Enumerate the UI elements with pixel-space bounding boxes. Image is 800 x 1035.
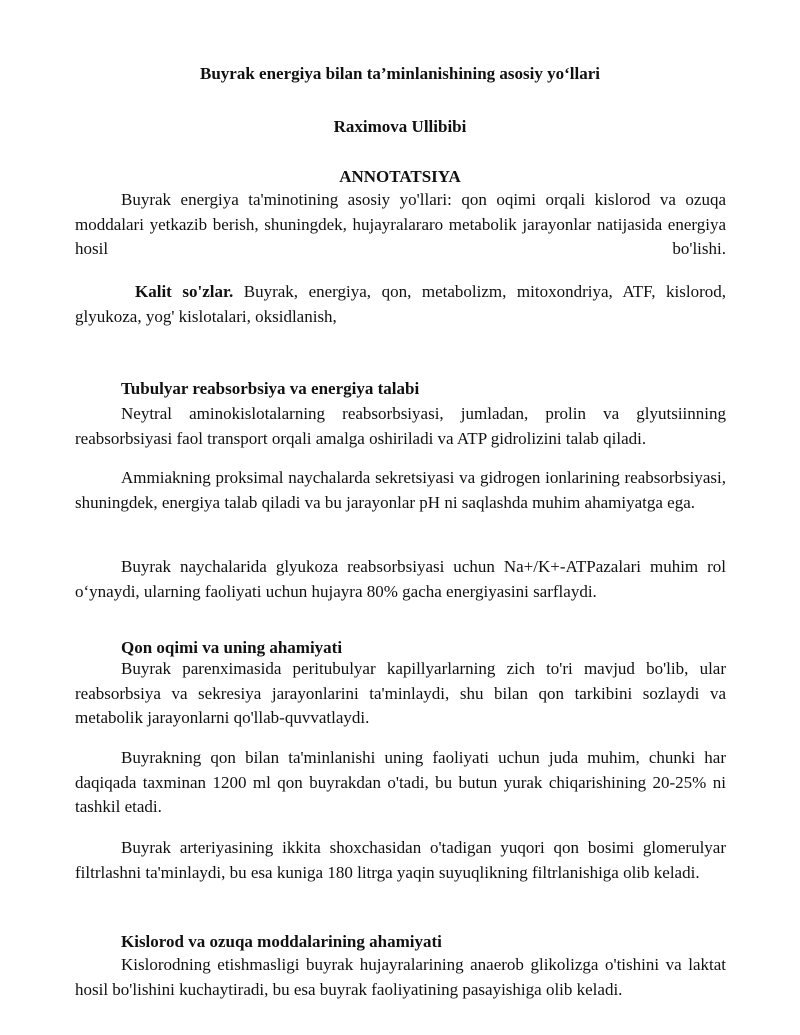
- section-heading: Kislorod va ozuqa moddalarining ahamiyati: [121, 932, 442, 951]
- keywords-paragraph: [75, 280, 726, 329]
- section-heading: Qon oqimi va uning ahamiyati: [121, 638, 343, 657]
- section-paragraph: Kislorodning etishmasligi buyrak hujayralarining anaerob glikolizga o'tishini va laktat hosil bo'lishini kuchaytiradi, bu esa buyrak faoliyatining pasayishiga olib keladi.: [75, 955, 726, 999]
- abstract-text: Buyrak energiya ta'minotining asosiy yo'llari: qon oqimi orqali kislorod va ozuqa moddalari yetkazib berish, shuningdek, hujayralararo metabolik jarayonlar natijasida energiya hosil bo'lishi.: [75, 190, 726, 258]
- abstract-heading: ANNOTATSIYA: [339, 167, 461, 186]
- section-paragraph: Buyrakning qon bilan ta'minlanishi uning faoliyati uchun juda muhim, chunki har daqiqada taxminan 1200 ml qon buyrakdan o'tadi, bu butun yurak chiqarishining 20-25% ni tashkil etadi.: [75, 748, 726, 816]
- section-paragraph: Buyrak parenximasida peritubulyar kapillyarlarning zich to'ri mavjud bo'lib, ular reabsorbsiya va sekresiya jarayonlarini ta'minlaydi, shu bilan qon tarkibini sozlaydi va metabolik jarayonlarni qo'llab-quvvatlaydi.: [75, 659, 726, 727]
- paper-title: Buyrak energiya bilan ta’minlanishining asosiy yo‘llari: [199, 64, 601, 83]
- section-paragraph: Buyrak naychalarida glyukoza reabsorbsiyasi uchun Na+/K+-ATPazalari muhim rol o‘ynaydi, ularning faoliyati uchun hujayra 80% gacha energiyasini sarflaydi.: [75, 557, 726, 601]
- keywords-label: Kalit so'zlar.: [135, 282, 234, 301]
- section-paragraph: Buyrak arteriyasining ikkita shoxchasidan o'tadigan yuqori qon bosimi glomerulyar filtrlashni ta'minlaydi, bu esa kuniga 180 litrga yaqin suyuqlikning filtrlanishiga olib keladi.: [75, 838, 726, 882]
- author-name: Raximova Ullibibi: [333, 117, 467, 136]
- section-paragraph: Ammiakning proksimal naychalarda sekretsiyasi va gidrogen ionlarining reabsorbsiyasi, shuningdek, energiya talab qiladi va bu jarayonlar pH ni saqlashda muhim ahamiyatga ega.: [75, 468, 726, 512]
- section-paragraph: Neytral aminokislotalarning reabsorbsiyasi, jumladan, prolin va glyutsiinning reabsorbsiyasi faol transport orqali amalga oshiriladi va ATP gidrolizini talab qiladi.: [75, 404, 726, 448]
- keywords-text: Buyrak, energiya, qon, metabolizm, mitoxondriya, ATF, kislorod, glyukoza, yog' kislotalari, oksidlanish,: [75, 282, 726, 326]
- section-heading: Tubulyar reabsorbsiya va energiya talabi: [121, 379, 420, 398]
